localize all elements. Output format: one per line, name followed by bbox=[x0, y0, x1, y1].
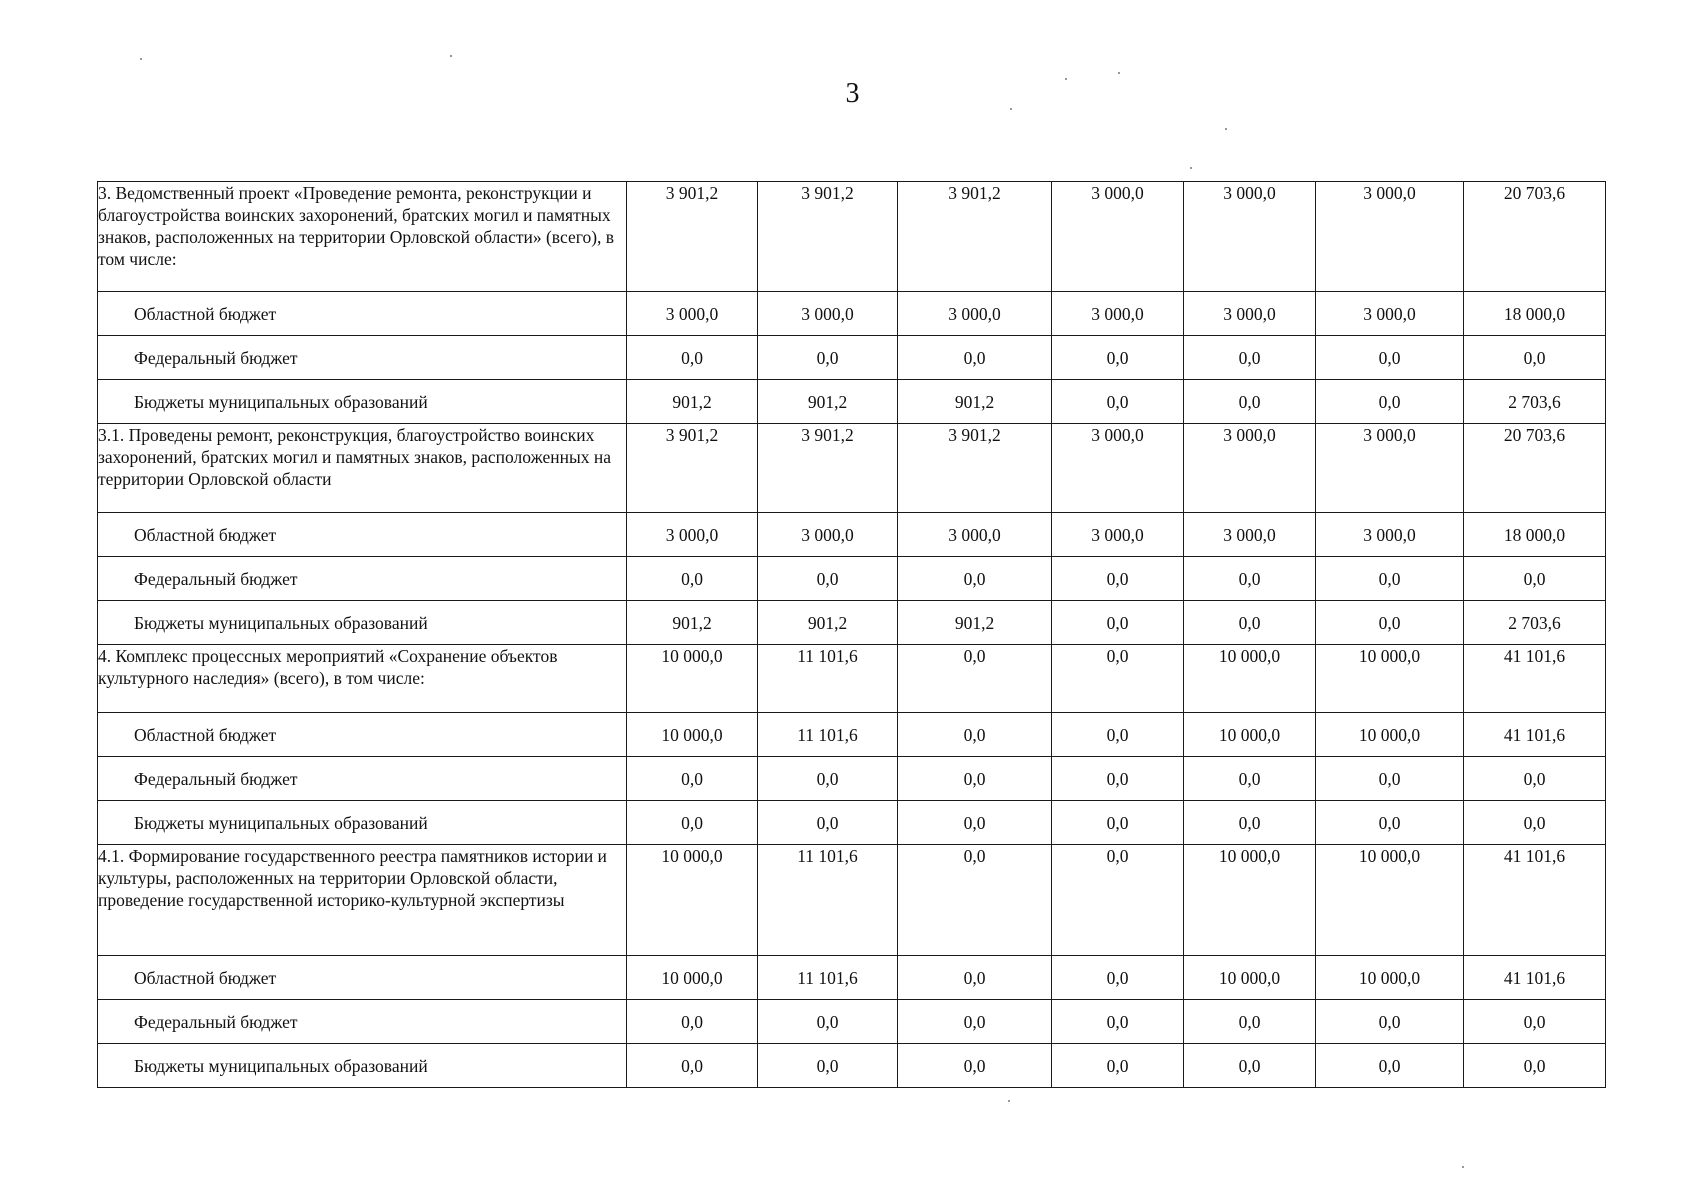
total-cell: 2 703,6 bbox=[1464, 380, 1606, 424]
scan-speck bbox=[1065, 78, 1067, 80]
value-cell: 11 101,6 bbox=[758, 845, 898, 956]
value-cell: 3 000,0 bbox=[1184, 182, 1316, 292]
value-cell: 901,2 bbox=[898, 380, 1052, 424]
row-label: Бюджеты муниципальных образований bbox=[98, 601, 627, 645]
scan-speck bbox=[140, 58, 142, 60]
value-cell: 10 000,0 bbox=[1184, 713, 1316, 757]
value-cell: 3 000,0 bbox=[1316, 424, 1464, 513]
value-cell: 0,0 bbox=[1052, 801, 1184, 845]
value-cell: 0,0 bbox=[898, 757, 1052, 801]
section-label: 3. Ведомственный проект «Проведение ремонта, реконструкции и благоустройства воинских захоронений, братских могил и памятных знаков, расположенных на территории Орловской области» (всего), в том числе: bbox=[98, 182, 627, 292]
value-cell: 11 101,6 bbox=[758, 956, 898, 1000]
scan-speck bbox=[1010, 108, 1012, 110]
value-cell: 3 000,0 bbox=[1316, 292, 1464, 336]
row-label: Федеральный бюджет bbox=[98, 757, 627, 801]
total-cell: 20 703,6 bbox=[1464, 424, 1606, 513]
scan-speck bbox=[1118, 72, 1120, 74]
budget-row-municipal bbox=[98, 601, 1606, 645]
value-cell: 0,0 bbox=[1316, 557, 1464, 601]
budget-table bbox=[97, 181, 1606, 1088]
value-cell: 10 000,0 bbox=[627, 645, 758, 713]
value-cell: 901,2 bbox=[758, 380, 898, 424]
value-cell: 0,0 bbox=[1184, 757, 1316, 801]
value-cell: 3 000,0 bbox=[1316, 513, 1464, 557]
value-cell: 3 000,0 bbox=[1052, 182, 1184, 292]
total-cell: 0,0 bbox=[1464, 1044, 1606, 1088]
value-cell: 0,0 bbox=[1052, 956, 1184, 1000]
value-cell: 3 000,0 bbox=[627, 513, 758, 557]
value-cell: 0,0 bbox=[898, 801, 1052, 845]
budget-row-municipal bbox=[98, 801, 1606, 845]
value-cell: 0,0 bbox=[1052, 1000, 1184, 1044]
row-label: Областной бюджет bbox=[98, 956, 627, 1000]
value-cell: 3 901,2 bbox=[627, 182, 758, 292]
row-label: Бюджеты муниципальных образований bbox=[98, 801, 627, 845]
value-cell: 3 000,0 bbox=[1316, 182, 1464, 292]
row-label: Областной бюджет bbox=[98, 513, 627, 557]
value-cell: 3 000,0 bbox=[1052, 292, 1184, 336]
value-cell: 0,0 bbox=[1316, 380, 1464, 424]
value-cell: 0,0 bbox=[1316, 1000, 1464, 1044]
value-cell: 0,0 bbox=[1052, 601, 1184, 645]
value-cell: 0,0 bbox=[627, 557, 758, 601]
value-cell: 0,0 bbox=[1184, 1000, 1316, 1044]
value-cell: 0,0 bbox=[898, 557, 1052, 601]
budget-row-regional bbox=[98, 292, 1606, 336]
budget-row-federal bbox=[98, 336, 1606, 380]
total-cell: 0,0 bbox=[1464, 557, 1606, 601]
total-cell: 41 101,6 bbox=[1464, 645, 1606, 713]
scan-speck bbox=[1225, 128, 1227, 130]
budget-row-regional bbox=[98, 513, 1606, 557]
value-cell: 0,0 bbox=[1052, 336, 1184, 380]
value-cell: 3 000,0 bbox=[1052, 513, 1184, 557]
value-cell: 0,0 bbox=[1184, 557, 1316, 601]
total-cell: 0,0 bbox=[1464, 1000, 1606, 1044]
value-cell: 0,0 bbox=[1316, 757, 1464, 801]
value-cell: 0,0 bbox=[627, 1044, 758, 1088]
value-cell: 0,0 bbox=[1052, 713, 1184, 757]
value-cell: 0,0 bbox=[758, 1000, 898, 1044]
budget-row-federal bbox=[98, 557, 1606, 601]
budget-row-federal bbox=[98, 757, 1606, 801]
value-cell: 3 000,0 bbox=[758, 513, 898, 557]
budget-row-municipal bbox=[98, 380, 1606, 424]
value-cell: 10 000,0 bbox=[1184, 956, 1316, 1000]
value-cell: 0,0 bbox=[758, 1044, 898, 1088]
row-label: Федеральный бюджет bbox=[98, 336, 627, 380]
total-cell: 2 703,6 bbox=[1464, 601, 1606, 645]
value-cell: 901,2 bbox=[898, 601, 1052, 645]
value-cell: 0,0 bbox=[627, 757, 758, 801]
value-cell: 0,0 bbox=[1052, 757, 1184, 801]
value-cell: 3 000,0 bbox=[898, 292, 1052, 336]
row-label: Областной бюджет bbox=[98, 292, 627, 336]
page-number: 3 bbox=[845, 78, 860, 109]
value-cell: 3 000,0 bbox=[898, 513, 1052, 557]
section-label: 4.1. Формирование государственного реестра памятников истории и культуры, расположенных на территории Орловской области, проведение государственной историко-культурной экспертизы bbox=[98, 845, 627, 956]
row-label: Федеральный бюджет bbox=[98, 1000, 627, 1044]
total-cell: 0,0 bbox=[1464, 336, 1606, 380]
scan-speck bbox=[450, 55, 452, 57]
value-cell: 10 000,0 bbox=[627, 713, 758, 757]
value-cell: 0,0 bbox=[898, 956, 1052, 1000]
value-cell: 0,0 bbox=[1184, 336, 1316, 380]
value-cell: 0,0 bbox=[1052, 1044, 1184, 1088]
value-cell: 3 000,0 bbox=[1184, 292, 1316, 336]
value-cell: 0,0 bbox=[898, 1044, 1052, 1088]
value-cell: 10 000,0 bbox=[627, 956, 758, 1000]
value-cell: 10 000,0 bbox=[627, 845, 758, 956]
section-row-4 bbox=[98, 645, 1606, 713]
budget-row-federal bbox=[98, 1000, 1606, 1044]
value-cell: 0,0 bbox=[1052, 645, 1184, 713]
value-cell: 0,0 bbox=[1316, 336, 1464, 380]
value-cell: 10 000,0 bbox=[1316, 845, 1464, 956]
value-cell: 10 000,0 bbox=[1316, 713, 1464, 757]
row-label: Бюджеты муниципальных образований bbox=[98, 380, 627, 424]
value-cell: 0,0 bbox=[758, 801, 898, 845]
value-cell: 3 901,2 bbox=[758, 182, 898, 292]
value-cell: 0,0 bbox=[1316, 801, 1464, 845]
section-row-3-1 bbox=[98, 424, 1606, 513]
scan-speck bbox=[1462, 1166, 1464, 1168]
value-cell: 0,0 bbox=[898, 845, 1052, 956]
scan-speck bbox=[1190, 167, 1192, 169]
value-cell: 3 901,2 bbox=[898, 182, 1052, 292]
row-label: Бюджеты муниципальных образований bbox=[98, 1044, 627, 1088]
value-cell: 3 901,2 bbox=[627, 424, 758, 513]
value-cell: 3 000,0 bbox=[758, 292, 898, 336]
total-cell: 41 101,6 bbox=[1464, 845, 1606, 956]
value-cell: 0,0 bbox=[627, 1000, 758, 1044]
total-cell: 41 101,6 bbox=[1464, 956, 1606, 1000]
value-cell: 10 000,0 bbox=[1184, 845, 1316, 956]
value-cell: 3 000,0 bbox=[1184, 513, 1316, 557]
value-cell: 0,0 bbox=[1184, 601, 1316, 645]
row-label: Областной бюджет bbox=[98, 713, 627, 757]
total-cell: 0,0 bbox=[1464, 801, 1606, 845]
total-cell: 18 000,0 bbox=[1464, 513, 1606, 557]
value-cell: 0,0 bbox=[758, 757, 898, 801]
value-cell: 0,0 bbox=[898, 1000, 1052, 1044]
value-cell: 0,0 bbox=[898, 645, 1052, 713]
value-cell: 901,2 bbox=[758, 601, 898, 645]
budget-row-municipal bbox=[98, 1044, 1606, 1088]
value-cell: 3 000,0 bbox=[1052, 424, 1184, 513]
total-cell: 18 000,0 bbox=[1464, 292, 1606, 336]
budget-row-regional bbox=[98, 713, 1606, 757]
value-cell: 3 000,0 bbox=[1184, 424, 1316, 513]
scan-speck bbox=[1008, 1100, 1010, 1102]
value-cell: 0,0 bbox=[627, 336, 758, 380]
value-cell: 0,0 bbox=[898, 336, 1052, 380]
value-cell: 10 000,0 bbox=[1316, 645, 1464, 713]
total-cell: 20 703,6 bbox=[1464, 182, 1606, 292]
value-cell: 10 000,0 bbox=[1316, 956, 1464, 1000]
value-cell: 0,0 bbox=[1052, 557, 1184, 601]
value-cell: 3 901,2 bbox=[898, 424, 1052, 513]
value-cell: 11 101,6 bbox=[758, 713, 898, 757]
section-row-3 bbox=[98, 182, 1606, 292]
value-cell: 3 901,2 bbox=[758, 424, 898, 513]
value-cell: 3 000,0 bbox=[627, 292, 758, 336]
value-cell: 0,0 bbox=[1316, 1044, 1464, 1088]
section-label: 3.1. Проведены ремонт, реконструкция, благоустройство воинских захоронений, братских могил и памятных знаков, расположенных на территории Орловской области bbox=[98, 424, 627, 513]
value-cell: 0,0 bbox=[1184, 380, 1316, 424]
value-cell: 0,0 bbox=[1052, 380, 1184, 424]
value-cell: 11 101,6 bbox=[758, 645, 898, 713]
value-cell: 0,0 bbox=[1316, 601, 1464, 645]
section-row-4-1 bbox=[98, 845, 1606, 956]
budget-row-regional bbox=[98, 956, 1606, 1000]
section-label: 4. Комплекс процессных мероприятий «Сохранение объектов культурного наследия» (всего), в том числе: bbox=[98, 645, 627, 713]
value-cell: 901,2 bbox=[627, 601, 758, 645]
total-cell: 0,0 bbox=[1464, 757, 1606, 801]
row-label: Федеральный бюджет bbox=[98, 557, 627, 601]
value-cell: 901,2 bbox=[627, 380, 758, 424]
value-cell: 0,0 bbox=[1052, 845, 1184, 956]
value-cell: 0,0 bbox=[758, 557, 898, 601]
value-cell: 10 000,0 bbox=[1184, 645, 1316, 713]
value-cell: 0,0 bbox=[1184, 1044, 1316, 1088]
value-cell: 0,0 bbox=[898, 713, 1052, 757]
total-cell: 41 101,6 bbox=[1464, 713, 1606, 757]
value-cell: 0,0 bbox=[1184, 801, 1316, 845]
value-cell: 0,0 bbox=[627, 801, 758, 845]
value-cell: 0,0 bbox=[758, 336, 898, 380]
